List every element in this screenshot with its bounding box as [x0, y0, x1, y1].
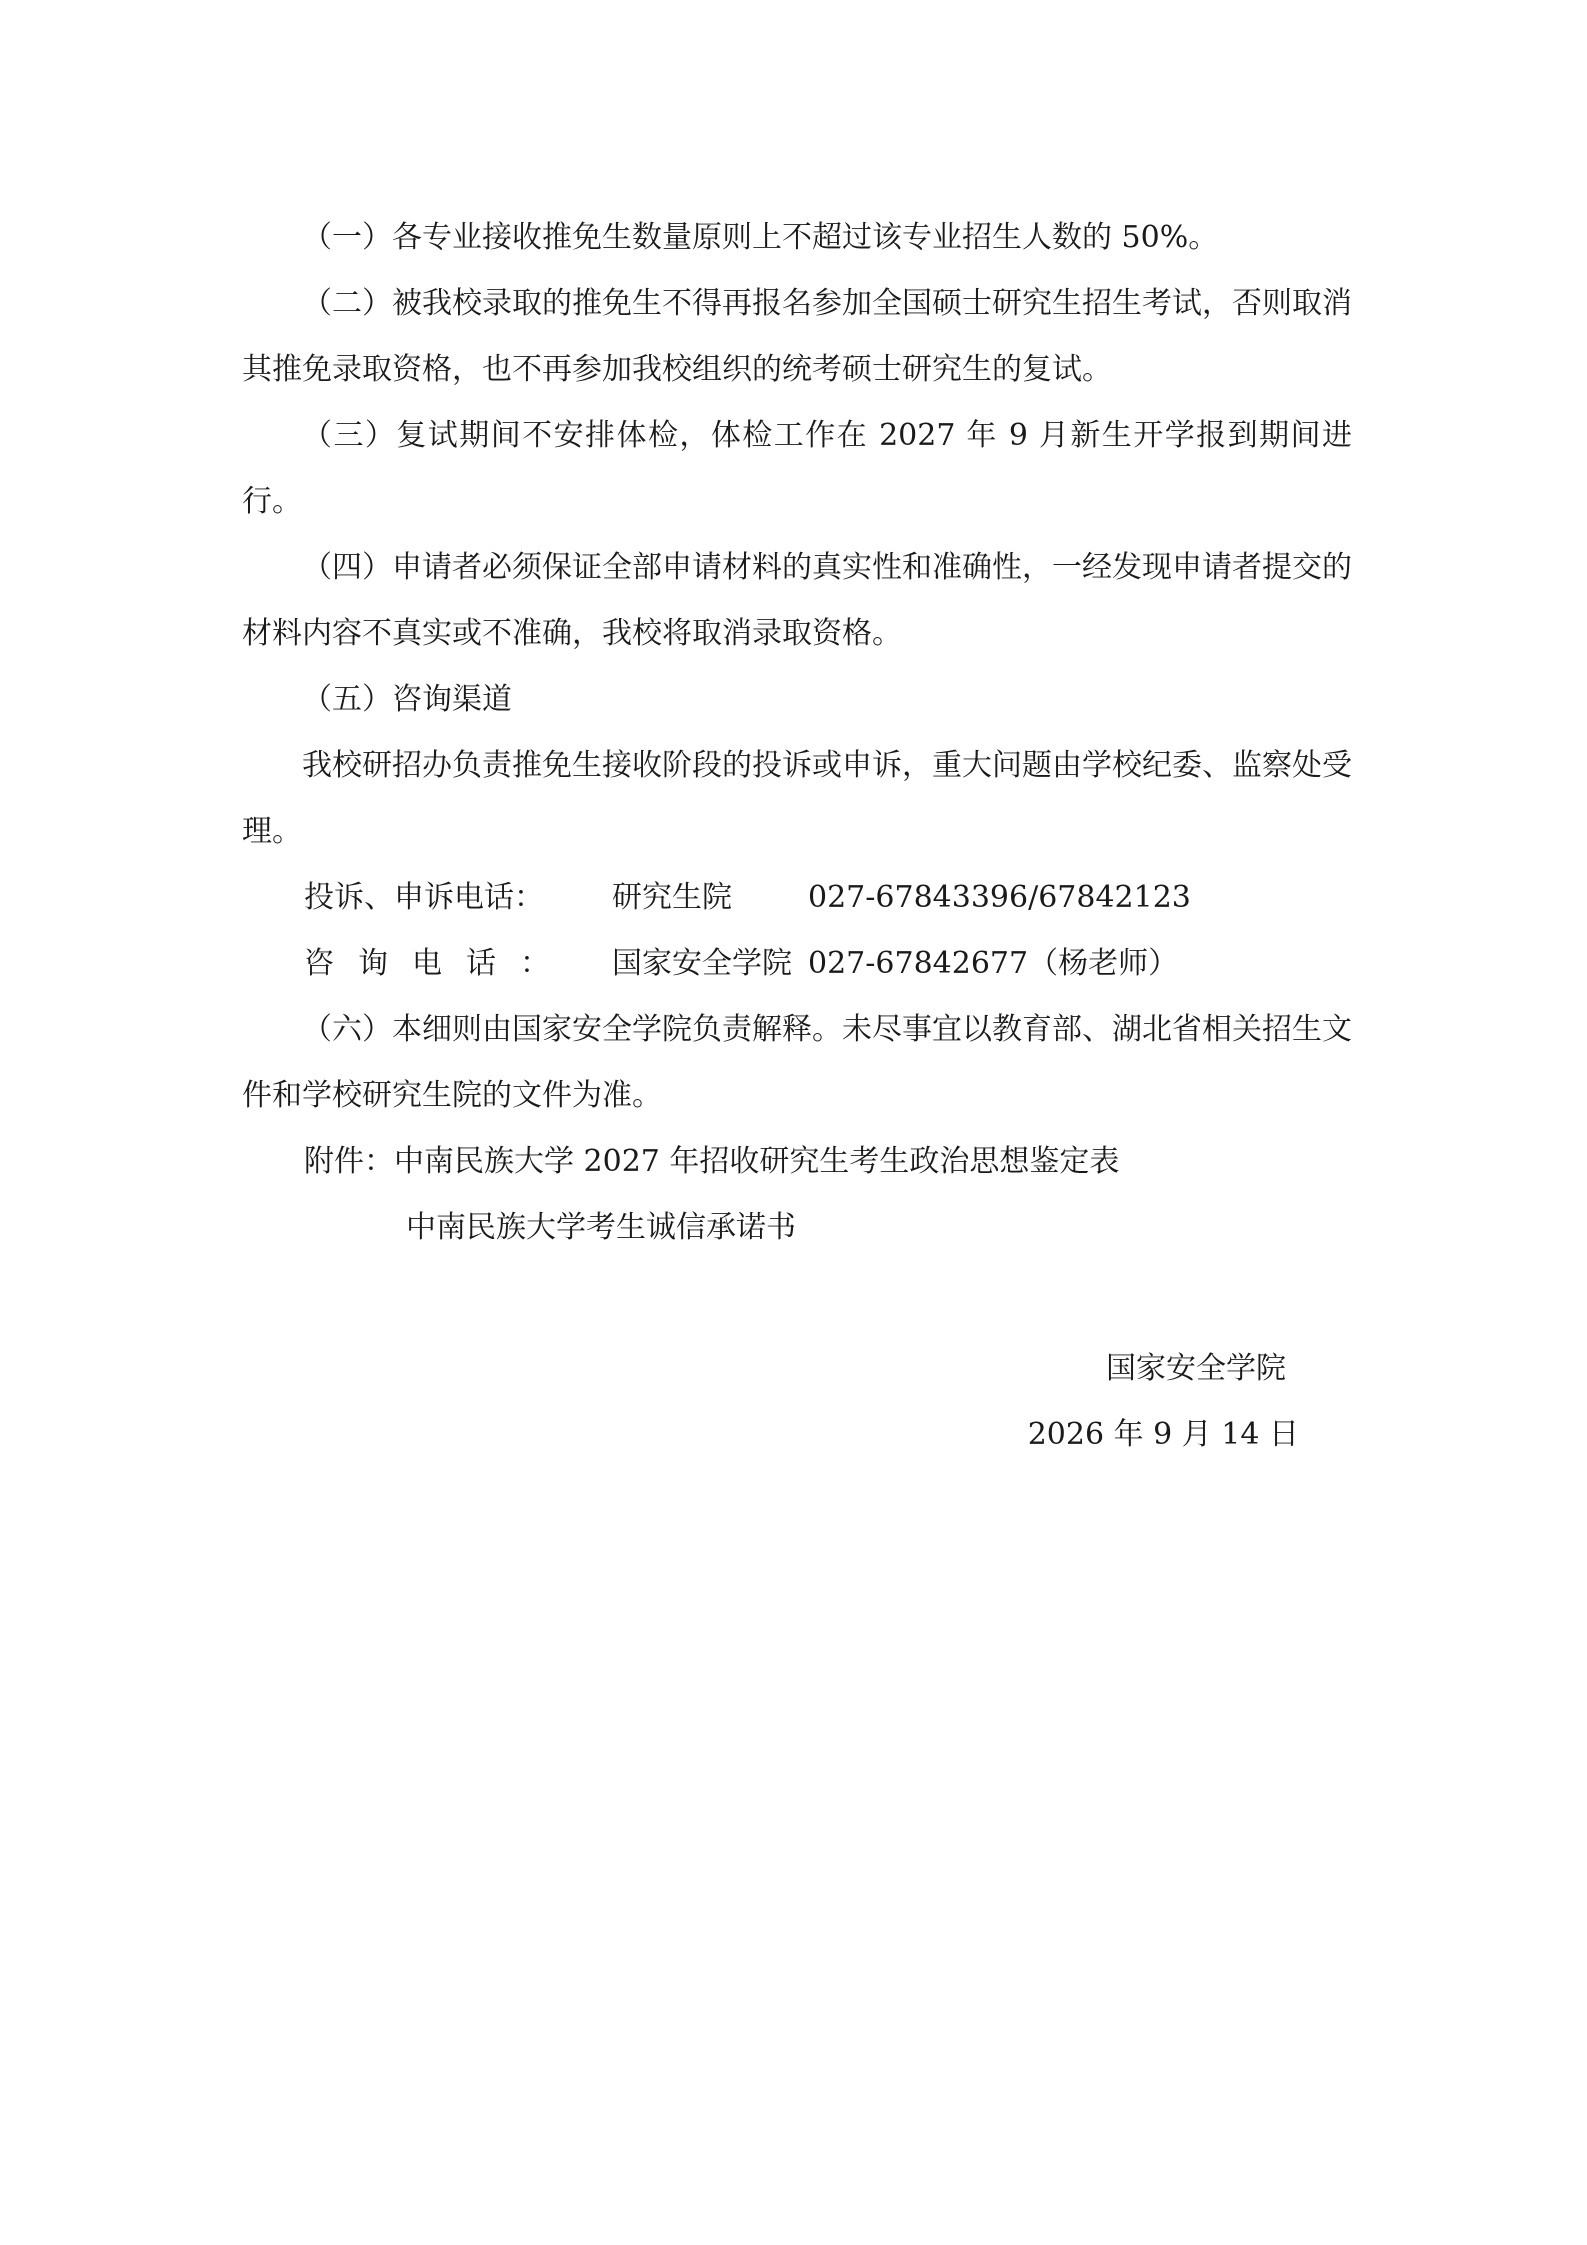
consult-phone-label	[242, 931, 612, 997]
complaint-phone-org: 研究生院	[612, 880, 732, 915]
consult-phone-label-text: 咨询电话	[304, 946, 520, 981]
complaint-phone-number: 027-67843396/67842123	[808, 880, 1191, 915]
paragraph-quota: （一）各专业接收推免生数量原则上不超过该专业招生人数的 50%。	[302, 220, 1219, 255]
paragraph-interpretation: （六）本细则由国家安全学院负责解释。未尽事宜以教育部、湖北省相关招生文件和学校研究生院的文件为准。	[242, 1012, 1352, 1113]
consult-phone-label-colon: ：	[520, 946, 550, 981]
signature-date: 2026 年 9 月 14 日	[1027, 1417, 1299, 1452]
consult-phone-number: 027-67842677（杨老师）	[808, 946, 1179, 981]
attachment-label: 附件：	[304, 1144, 394, 1179]
signature-org: 国家安全学院	[1106, 1351, 1286, 1386]
paragraph-consult-heading: （五）咨询渠道	[302, 682, 512, 717]
document-body	[242, 205, 1352, 1261]
attachment-item: 中南民族大学考生诚信承诺书	[406, 1210, 796, 1245]
paragraph-complaint-office: 我校研招办负责推免生接收阶段的投诉或申诉，重大问题由学校纪委、监察处受理。	[242, 748, 1352, 849]
attachment-item: 中南民族大学 2027 年招收研究生考生政治思想鉴定表	[394, 1144, 1120, 1179]
attachment-row-second	[242, 1195, 1352, 1261]
attachment-row-first	[242, 1129, 1352, 1195]
paragraph-exam-restriction: （二）被我校录取的推免生不得再报名参加全国硕士研究生招生考试，否则取消其推免录取资格，也不再参加我校组织的统考硕士研究生的复试。	[242, 286, 1352, 387]
paragraph-authenticity: （四）申请者必须保证全部申请材料的真实性和准确性，一经发现申请者提交的材料内容不真实或不准确，我校将取消录取资格。	[242, 550, 1352, 651]
paragraph-health-check: （三）复试期间不安排体检，体检工作在 2027 年 9 月新生开学报到期间进行。	[242, 418, 1352, 519]
contact-row-consult	[242, 931, 1352, 997]
signature-block	[1028, 1336, 1299, 1468]
contact-row-complaint	[242, 865, 1352, 931]
complaint-phone-label: 投诉、申诉电话：	[304, 880, 544, 915]
consult-phone-org: 国家安全学院	[612, 946, 792, 981]
